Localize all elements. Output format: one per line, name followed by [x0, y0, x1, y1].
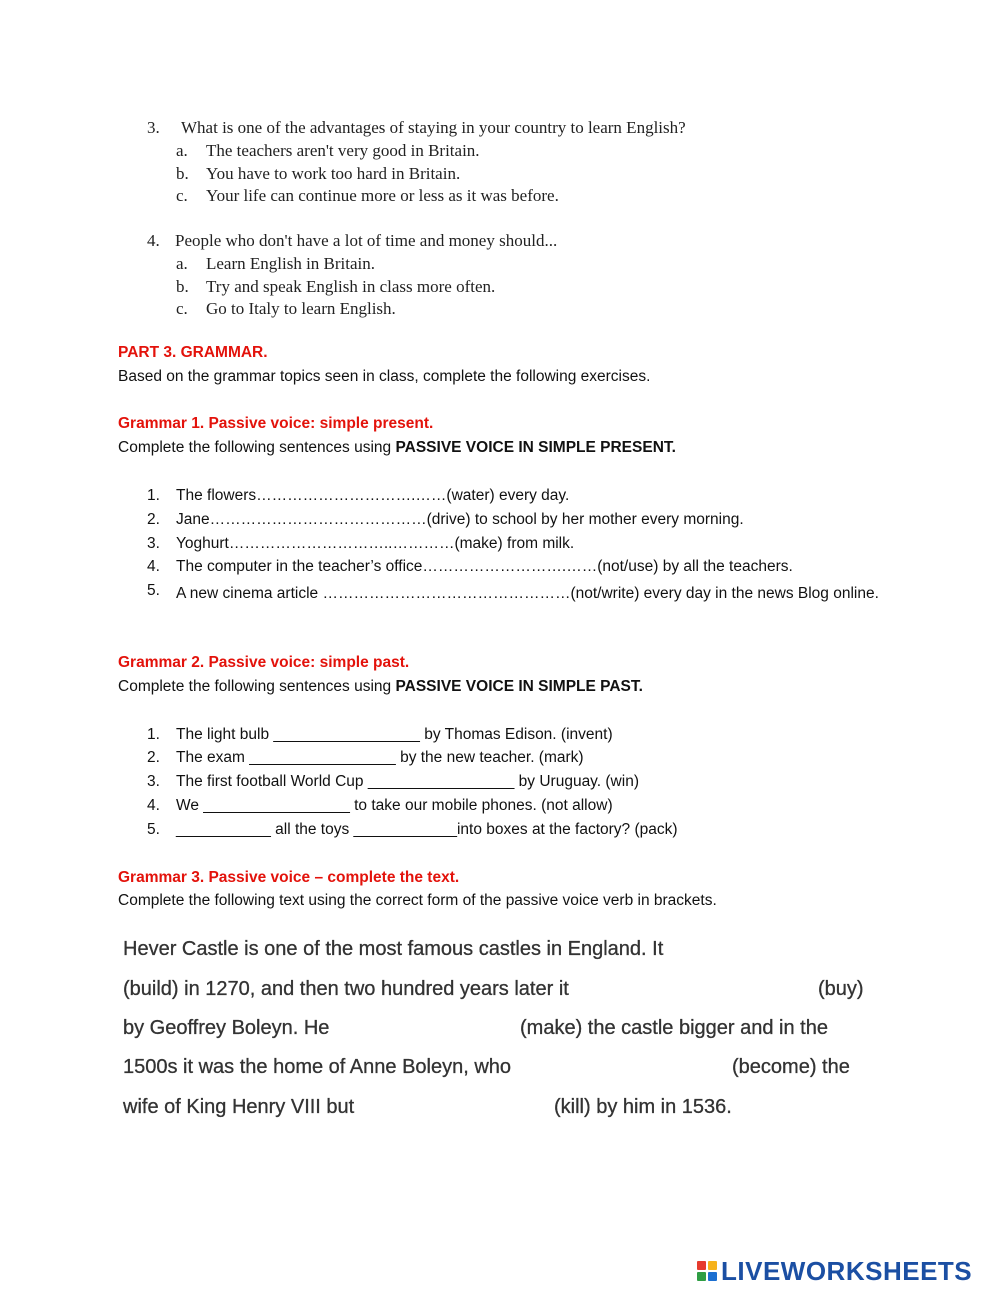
option[interactable]: c. Your life can continue more or less as it was before. — [176, 186, 559, 205]
option[interactable]: b. You have to work too hard in Britain. — [176, 164, 461, 183]
passage-line: 1500s it was the home of Anne Boleyn, who — [123, 1056, 512, 1078]
passage-line: Hever Castle is one of the most famous castles in England. It — [123, 938, 664, 960]
passage-verb: (buy) — [818, 978, 864, 1000]
grammar-2-title: Grammar 2. Passive voice: simple past. — [118, 654, 410, 671]
logo-icon — [697, 1261, 717, 1281]
section-intro: Based on the grammar topics seen in class, complete the following exercises. — [118, 368, 651, 385]
question-text: What is one of the advantages of staying in your country to learn English? — [181, 118, 686, 137]
logo-square — [708, 1261, 717, 1270]
grammar-1-title: Grammar 1. Passive voice: simple present. — [118, 415, 434, 432]
grammar-3-instruction: Complete the following text using the correct form of the passive voice verb in brackets. — [118, 892, 717, 909]
exercise-item[interactable]: 3. The first football World Cup _________________ by Uruguay. (win) — [147, 773, 639, 790]
question-number: 3. — [147, 118, 160, 137]
grammar-1-instruction: Complete the following sentences using PASSIVE VOICE IN SIMPLE PRESENT. — [118, 439, 676, 456]
liveworksheets-logo[interactable] — [697, 1256, 972, 1286]
option[interactable]: a. The teachers aren't very good in Britain. — [176, 141, 480, 160]
passage-verb: (make) the castle bigger and in the — [520, 1017, 828, 1039]
passage-line: by Geoffrey Boleyn. He — [123, 1017, 330, 1039]
passage — [123, 938, 883, 1128]
passage-verb: (become) the — [732, 1056, 850, 1078]
passage-line: wife of King Henry VIII but — [123, 1096, 355, 1118]
option[interactable]: a. Learn English in Britain. — [176, 254, 376, 273]
exercise-item[interactable]: 3. Yoghurt…………………………..…………(make) from milk. — [147, 535, 575, 552]
exercise-item[interactable]: 4. The computer in the teacher’s office……………………….……(not/use) by all the teachers. — [147, 558, 793, 575]
logo-square — [697, 1272, 706, 1281]
question-number: 4. — [147, 231, 160, 250]
exercise-item[interactable]: 2. The exam _________________ by the new teacher. (mark) — [147, 749, 584, 766]
exercise-item[interactable]: 1. The light bulb _________________ by Thomas Edison. (invent) — [147, 726, 613, 743]
grammar-2-instruction: Complete the following sentences using PASSIVE VOICE IN SIMPLE PAST. — [118, 678, 643, 695]
logo-square — [697, 1261, 706, 1270]
grammar-3-title: Grammar 3. Passive voice – complete the text. — [118, 869, 460, 886]
logo-square — [708, 1272, 717, 1281]
option[interactable]: c. Go to Italy to learn English. — [176, 299, 396, 318]
section-title: PART 3. GRAMMAR. — [118, 344, 268, 361]
logo-text: LIVEWORKSHEETS — [721, 1255, 973, 1286]
exercise-item[interactable]: 5. A new cinema article …………………………………………(not/write) every day in the news Blog online. — [147, 582, 879, 602]
question-4 — [147, 231, 557, 251]
question-text: People who don't have a lot of time and money should... — [175, 231, 558, 250]
passage-verb: (kill) by him in 1536. — [554, 1096, 732, 1118]
passage-line: (build) in 1270, and then two hundred years later it — [123, 978, 569, 1000]
option[interactable]: b. Try and speak English in class more often. — [176, 277, 496, 296]
exercise-item[interactable]: 5. ___________ all the toys ____________into boxes at the factory? (pack) — [147, 821, 678, 838]
exercise-item[interactable]: 4. We _________________ to take our mobile phones. (not allow) — [147, 797, 613, 814]
exercise-item[interactable]: 2. Jane……………………………………(drive) to school by her mother every morning. — [147, 511, 744, 528]
question-3 — [147, 118, 686, 138]
exercise-item[interactable]: 1. The flowers………………………….……(water) every day. — [147, 487, 570, 504]
